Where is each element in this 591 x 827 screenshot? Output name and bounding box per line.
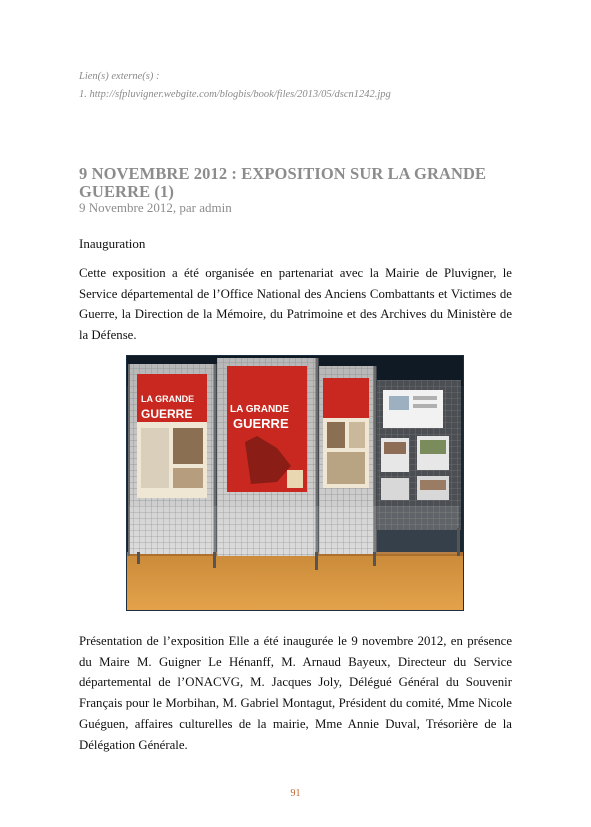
- paragraph-presentation: Présentation de l’exposition Elle a été inaugurée le 9 novembre 2012, en présence du Maire M. Guigner Le Hénanff, M. Arnaud Bayeux, Directeur du Service départemental de l’ONACVG, M. Jacques Joly, Délégué Général du Souvenir Français pour le Morbihan, M. Gabriel Montagut, Président du comité, Mme Nicole Guéguen, affaires culturelles de la mairie, Mme Annie Duval, Trésorière de la Délégation Générale.: [79, 634, 512, 752]
- exhibition-photo: [126, 355, 464, 611]
- article-byline: 9 Novembre 2012, par admin: [79, 200, 232, 215]
- article-title: 9 NOVEMBRE 2012 : EXPOSITION SUR LA GRANDE GUERRE (1): [79, 164, 487, 201]
- poster-left-title-line1: LA GRANDE: [141, 394, 195, 404]
- section-heading: Inauguration: [79, 236, 146, 251]
- paragraph-intro: Cette exposition a été organisée en partenariat avec la Mairie de Pluvigner, le Service départemental de l’Office National des Anciens Combattants et Victimes de Guerre, la Direction de la Mémoire, du Patrimoine et des Archives du Ministère de la Défense.: [79, 266, 512, 343]
- poster-center-title-line1: LA GRANDE: [230, 404, 290, 415]
- poster-center-title-line2: GUERRE: [233, 416, 289, 431]
- external-links-label: Lien(s) externe(s) :: [79, 71, 160, 82]
- external-link-item[interactable]: [79, 89, 391, 100]
- page-number: 91: [290, 788, 301, 799]
- external-link[interactable]: 1. http://sfpluvigner.webgite.com/blogbis/book/files/2013/05/dscn1242.jpg: [79, 89, 391, 100]
- poster-left-title-line2: GUERRE: [141, 407, 193, 421]
